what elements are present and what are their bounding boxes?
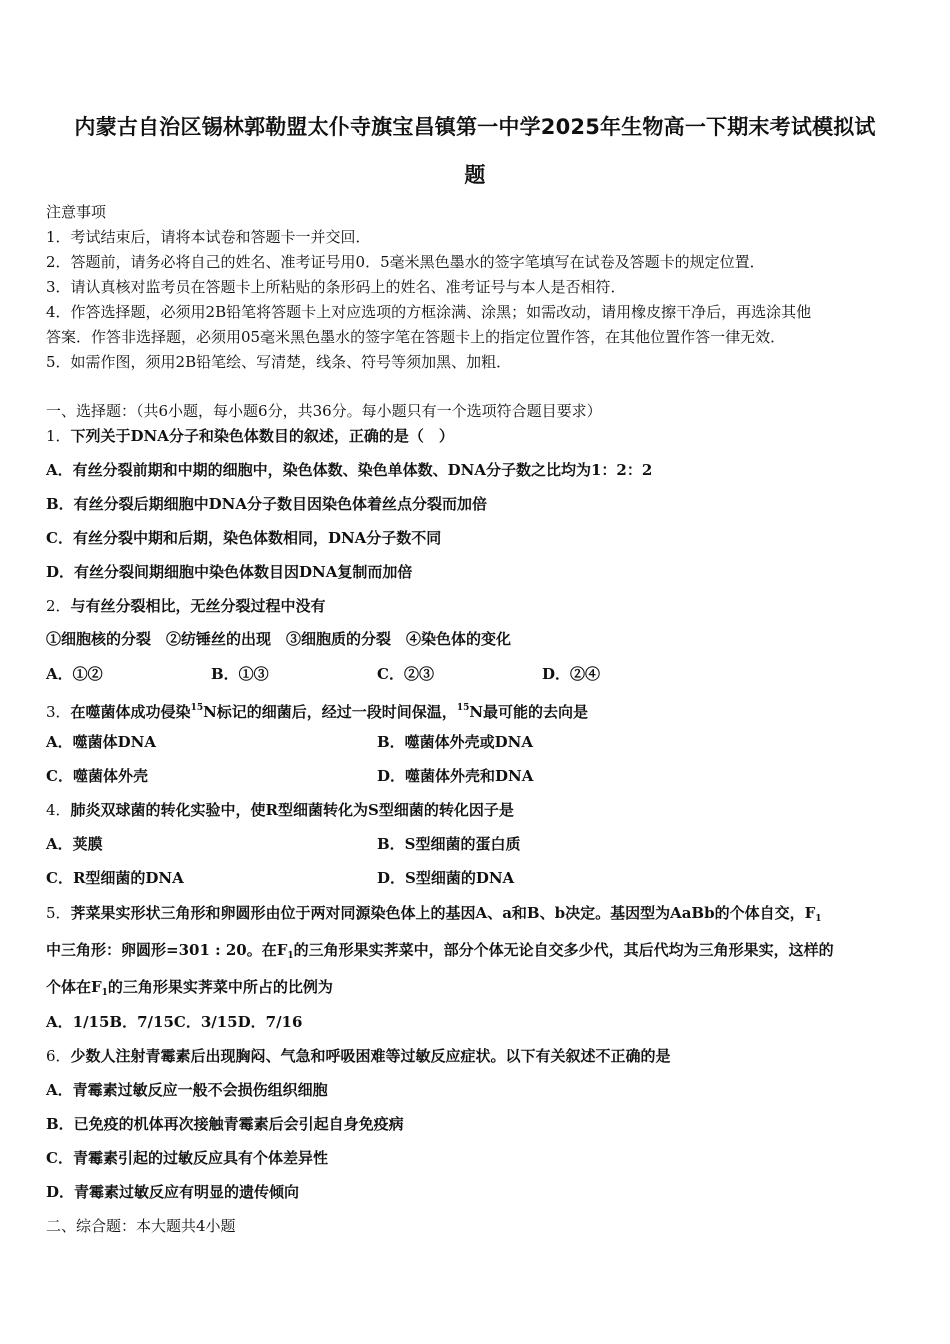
q2-items: ①细胞核的分裂 ②纺锤丝的出现 ③细胞质的分裂 ④染色体的变化 [46,630,512,648]
superscript: 15 [456,703,470,713]
question-5 [46,903,822,929]
q3-option-d: D．噬菌体外壳和DNA [377,767,534,785]
question-3 [46,698,588,722]
question-4 [46,800,514,820]
q2-option-c: C．②③ [377,665,434,683]
question-stem: N最可能的去向是 [469,703,589,721]
question-stem: 下列关于DNA分子和染色体数目的叙述，正确的是（ ） [70,427,454,445]
q3-option-c: C．噬菌体外壳 [46,767,148,785]
question-stem: 的三角形果实荠菜中，部分个体无论自交多少代，其后代均为三角形果实，这样的 [293,941,834,959]
subscript: 1 [815,914,822,924]
subscript: 1 [287,951,294,961]
q1-option-d: D．有丝分裂间期细胞中染色体数目因DNA复制而加倍 [46,563,413,581]
question-1 [46,426,454,446]
q3-option-b: B．噬菌体外壳或DNA [377,733,534,751]
notice-item: 1．考试结束后，请将本试卷和答题卡一并交回． [46,228,371,246]
q6-option-d: D．青霉素过敏反应有明显的遗传倾向 [46,1183,300,1201]
q4-option-c: C．R型细菌的DNA [46,869,184,887]
question-number: 3． [46,703,71,721]
question-stem: 荠菜果实形状三角形和卵圆形由位于两对同源染色体上的基因A、a和B、b决定。基因型为AaBb的个体自交，F [70,904,816,922]
question-stem: 个体在F [46,978,102,996]
exam-title-line-2: 题 [464,163,486,187]
q6-option-b: B．已免疫的机体再次接触青霉素后会引起自身免疫病 [46,1115,404,1133]
q6-option-a: A．青霉素过敏反应一般不会损伤组织细胞 [46,1081,328,1099]
question-stem: 在噬菌体成功侵染 [70,703,191,721]
exam-title-line-1: 内蒙古自治区锡林郭勒盟太仆寺旗宝昌镇第一中学2025年生物高一下期末考试模拟试 [74,115,876,139]
question-number: 5． [46,904,71,922]
q4-option-a: A．荚膜 [46,835,103,853]
notice-heading: 注意事项 [46,203,107,221]
notice-item: 5．如需作图，须用2B铅笔绘、写清楚，线条、符号等须加黑、加粗． [46,353,512,371]
question-number: 2． [46,597,71,615]
question-stem: 中三角形：卵圆形=301 : 20。在F [46,941,288,959]
notice-item: 2．答题前，请务必将自己的姓名、准考证号用0．5毫米黑色墨水的签字笔填写在试卷及答题卡的规定位置． [46,253,765,271]
question-2 [46,596,326,616]
question-6 [46,1046,671,1066]
question-stem: 少数人注射青霉素后出现胸闷、气急和呼吸困难等过敏反应症状。以下有关叙述不正确的是 [70,1047,671,1065]
q2-option-d: D．②④ [542,665,601,683]
notice-item: 4．作答选择题，必须用2B铅笔将答题卡上对应选项的方框涂满、涂黑；如需改动，请用橡皮擦干净后，再选涂其他 [46,303,812,321]
q6-option-c: C．青霉素引起的过敏反应具有个体差异性 [46,1149,328,1167]
q5-stem-line-2 [46,940,834,966]
superscript: 15 [190,703,204,713]
q1-option-c: C．有丝分裂中期和后期，染色体数相同，DNA分子数不同 [46,529,442,547]
question-stem: N标记的细菌后，经过一段时间保温， [203,703,457,721]
question-number: 6． [46,1047,71,1065]
question-number: 4． [46,801,71,819]
section-2-heading: 二、综合题：本大题共4小题 [46,1217,236,1235]
q5-stem-line-3 [46,977,333,1003]
question-stem: 的三角形果实荠菜中所占的比例为 [107,978,333,996]
q1-option-b: B．有丝分裂后期细胞中DNA分子数目因染色体着丝点分裂而加倍 [46,495,488,513]
q1-option-a: A．有丝分裂前期和中期的细胞中，染色体数、染色单体数、DNA分子数之比均为1：2：2 [46,461,653,479]
notice-item: 3．请认真核对监考员在答题卡上所粘贴的条形码上的姓名、准考证号与本人是否相符． [46,278,626,296]
q4-option-b: B．S型细菌的蛋白质 [377,835,521,853]
question-number: 1． [46,427,71,445]
notice-item: 答案．作答非选择题，必须用05毫米黑色墨水的签字笔在答题卡上的指定位置作答，在其他位置作答一律无效． [46,328,786,346]
q4-option-d: D．S型细菌的DNA [377,869,515,887]
q2-option-a: A．①② [46,665,103,683]
q2-option-b: B．①③ [211,665,269,683]
q3-option-a: A．噬菌体DNA [46,733,156,751]
question-stem: 肺炎双球菌的转化实验中，使R型细菌转化为S型细菌的转化因子是 [70,801,514,819]
section-1-heading: 一、选择题：（共6小题，每小题6分，共36分。每小题只有一个选项符合题目要求） [46,402,602,420]
q5-options: A．1/15B．7/15C．3/15D．7/16 [46,1013,303,1031]
question-stem: 与有丝分裂相比，无丝分裂过程中没有 [70,597,326,615]
subscript: 1 [101,988,108,998]
